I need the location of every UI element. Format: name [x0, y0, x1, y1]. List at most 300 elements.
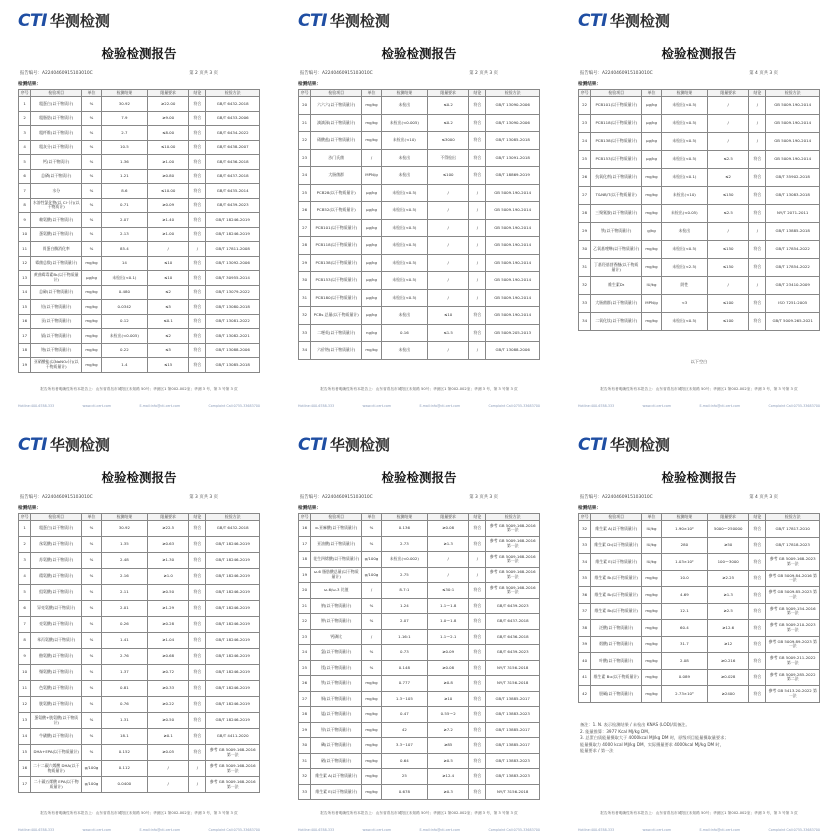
cell-item: 镉(以干物质量计) — [31, 329, 82, 344]
cell-item: 铜(以干物质量计) — [311, 691, 362, 707]
table-row — [19, 358, 260, 373]
cell-seq: 25 — [299, 660, 311, 676]
cell-method: GB 5009.190-2014 — [766, 97, 820, 115]
cell-conclusion: 符合 — [749, 603, 766, 620]
cell-result: 未检出(<0.05) — [661, 205, 707, 223]
column-header: 单位 — [642, 514, 661, 521]
cell-conclusion: 符合 — [469, 167, 486, 185]
cell-result: 未检出(<0.1) — [661, 169, 707, 187]
cell-unit: % — [362, 645, 381, 661]
table-row — [299, 738, 540, 754]
cell-result: 未检出(<0.005) — [101, 329, 147, 344]
cell-limit: ≤0.2 — [427, 97, 468, 115]
cell-result: 0.26 — [101, 617, 147, 633]
cell-method: 参考 GB 5009.285-2022 第二法 — [766, 669, 820, 686]
cell-item: T&NB/T(以干物质量计) — [591, 187, 642, 205]
page-footer: 报告所有者明确性所有本报告上：山东省青岛市城阳区未知路 50号；华测区1 第002-002室；华测 3 号，第 3 号第 3 页 — [600, 811, 798, 815]
cell-method: GB/T 5009.265-2021 — [766, 313, 820, 331]
cell-limit: ≤10 — [147, 256, 188, 271]
cell-unit: μg/kg — [82, 271, 101, 286]
cell-limit: ≥0.63 — [147, 537, 188, 553]
cell-limit: / — [707, 277, 748, 295]
cell-unit: mg/kg — [82, 300, 101, 315]
table-row — [579, 636, 820, 653]
cell-method: GB/T 18246-2019 — [206, 227, 260, 242]
cell-method: GB/T 18246-2019 — [206, 213, 260, 228]
cell-limit: ≤150 — [707, 241, 748, 259]
cell-result: 85.4 — [101, 242, 147, 257]
cell-method: GB/T 6432-2018 — [206, 521, 260, 537]
table-row — [299, 272, 540, 290]
cell-item: 泛酸(以干物质量计) — [591, 620, 642, 637]
report-title: 检验检测报告 — [661, 46, 737, 61]
cell-method: GB/T 6436-2018 — [486, 629, 540, 645]
column-header: 检测结果 — [661, 90, 707, 97]
cell-seq: 5 — [19, 585, 31, 601]
cell-result: 1.90×10⁴ — [661, 521, 707, 538]
cell-result: 0.71 — [101, 198, 147, 213]
cell-limit: 1.0～1.8 — [427, 614, 468, 630]
cell-seq: 16 — [19, 761, 31, 777]
cell-seq: 33 — [579, 537, 591, 554]
cell-limit: ≤2 — [147, 329, 188, 344]
cell-method: GB/T 17854-2022 — [766, 241, 820, 259]
cell-unit: mg/kg — [642, 587, 661, 604]
cell-result: 2.76 — [101, 649, 147, 665]
table-row — [299, 707, 540, 723]
cell-limit: ≥0.50 — [147, 713, 188, 729]
cell-unit: ng/kg — [362, 324, 381, 342]
cell-result: 1.41 — [101, 633, 147, 649]
cell-item: PCB118(以干物质量计) — [311, 237, 362, 255]
cell-conclusion: 符合 — [749, 636, 766, 653]
table-row — [19, 198, 260, 213]
cell-conclusion: 符合 — [469, 784, 486, 800]
cell-item: 苏氨酸(以干物质计) — [31, 553, 82, 569]
cell-method: GB 5009.190-2014 — [486, 272, 540, 290]
results-label: 检测结果： — [298, 506, 321, 511]
cell-result: 未检出 — [381, 307, 427, 325]
cell-seq: 29 — [299, 254, 311, 272]
cell-limit: ≤10 — [427, 307, 468, 325]
cell-limit: / — [427, 272, 468, 290]
cell-seq: 1 — [19, 521, 31, 537]
cell-limit: ≥0.28 — [147, 617, 188, 633]
cell-item: 氯(以干物质量计) — [311, 645, 362, 661]
cell-unit: μg/kg — [642, 115, 661, 133]
cell-seq: 21 — [299, 114, 311, 132]
cell-unit: μg/kg — [362, 272, 381, 290]
cell-method: GB/T 18869-2019 — [486, 167, 540, 185]
cell-method: GB/T 18246-2019 — [206, 649, 260, 665]
cell-seq: 30 — [579, 241, 591, 259]
cell-method: GB/T 13080-2018 — [206, 300, 260, 315]
cell-unit: % — [362, 536, 381, 552]
cell-conclusion: / — [469, 254, 486, 272]
cell-method: NY/T 3156-2018 — [486, 676, 540, 692]
table-row — [19, 242, 260, 257]
cell-unit: mg/kg — [362, 753, 381, 769]
cell-conclusion: 符合 — [189, 649, 206, 665]
cell-method: GB/T 6432-2018 — [206, 97, 260, 112]
cell-seq: 20 — [299, 583, 311, 599]
cell-conclusion: 符合 — [189, 729, 206, 745]
cell-limit: ≥1.0 — [147, 569, 188, 585]
cell-seq: 28 — [579, 205, 591, 223]
cell-result: 未检出 — [381, 97, 427, 115]
results-table — [578, 513, 820, 703]
cell-seq: 6 — [19, 169, 31, 184]
cell-seq: 17 — [19, 329, 31, 344]
cell-result: 2.73 — [381, 536, 427, 552]
cell-limit: / — [427, 254, 468, 272]
cell-unit: % — [82, 713, 101, 729]
cell-result: 未检出(<2.5) — [661, 259, 707, 277]
cell-seq: 26 — [579, 169, 591, 187]
column-header: 结论 — [469, 90, 486, 97]
cell-limit: ≥0.8 — [427, 676, 468, 692]
cell-unit: % — [362, 614, 381, 630]
cell-conclusion: 符合 — [749, 241, 766, 259]
page-number: 第 2 页共 3 页 — [189, 71, 218, 76]
contact-line: Hotline:400-6788-333 www.cti-cert.com E-mail:info@cti-cert.com Complaint Call:0755-33683700 — [298, 404, 540, 408]
cell-item: 胃蛋白酶消化率 — [31, 242, 82, 257]
cell-unit: mg/kg — [362, 132, 381, 150]
cell-conclusion: 符合 — [189, 111, 206, 126]
cell-seq: 13 — [19, 713, 31, 729]
cell-result: 2.08 — [661, 653, 707, 670]
cell-conclusion: 符合 — [469, 691, 486, 707]
cell-conclusion: / — [189, 777, 206, 793]
results-label: 检测结果： — [18, 82, 41, 87]
cell-result: 14 — [101, 256, 147, 271]
table-row — [299, 149, 540, 167]
cell-limit: 100～3000 — [707, 554, 748, 571]
column-header: 序号 — [19, 514, 31, 521]
cell-method: GB/T 13091-2018 — [486, 149, 540, 167]
cell-method: GB/T 23410-2009 — [766, 277, 820, 295]
report-meta — [20, 494, 258, 500]
table-row — [19, 111, 260, 126]
cell-item: 总磷(以干物质计) — [31, 169, 82, 184]
column-header: 限量要求 — [147, 514, 188, 521]
cell-conclusion: 符合 — [189, 314, 206, 329]
cell-result: 未检出(<0.5) — [381, 202, 427, 220]
cell-unit: MPN/g — [642, 295, 661, 313]
cell-method: GB/T 18246-2019 — [206, 617, 260, 633]
cell-item: α-亚麻酸(以干物质量计) — [311, 521, 362, 537]
cell-seq: 25 — [579, 151, 591, 169]
cell-unit: g/100g — [82, 761, 101, 777]
table-row — [579, 537, 820, 554]
page-footer: 报告所有者明确性所有本报告上：山东省青岛市城阳区未知路 50号；华测区1 第002-002室；华测 3 号，第 3 号第 3 页 — [600, 387, 798, 391]
cell-item: PCB101(以干物质量计) — [311, 219, 362, 237]
cell-seq: 8 — [19, 633, 31, 649]
results-table — [578, 89, 820, 331]
table-row — [19, 745, 260, 761]
cell-result: 0.777 — [381, 676, 427, 692]
table-row — [579, 295, 820, 313]
results-label: 检测结果： — [298, 82, 321, 87]
cell-method: GB/T 13082-2021 — [206, 329, 260, 344]
cell-seq: 27 — [299, 691, 311, 707]
cell-item: 维生素 B₂(以干物质量计) — [591, 587, 642, 604]
cell-result: 2.07 — [381, 614, 427, 630]
column-header: 检测结果 — [381, 514, 427, 521]
cell-limit: / — [707, 133, 748, 151]
contact-line: Hotline:400-6788-333 www.cti-cert.com E-mail:info@cti-cert.com Complaint Call:0755-33683700 — [578, 828, 820, 832]
cell-unit: mg/kg — [642, 636, 661, 653]
cell-conclusion: 符合 — [749, 570, 766, 587]
cell-result: 1.4 — [101, 358, 147, 373]
cell-conclusion: 符合 — [749, 205, 766, 223]
cell-limit: ≥1.40 — [147, 213, 188, 228]
column-header: 检验项目 — [591, 514, 642, 521]
table-row — [19, 617, 260, 633]
cell-method: NY/T 3156-2018 — [486, 784, 540, 800]
cell-item: 苯丙氨酸(以干物质计) — [31, 633, 82, 649]
cell-result: 未检出(<0.5) — [661, 151, 707, 169]
cell-seq: 40 — [579, 653, 591, 670]
table-row — [299, 691, 540, 707]
cell-method: GB/T 13088-2006 — [206, 343, 260, 358]
cell-result: 未检出(<0.5) — [381, 184, 427, 202]
cell-seq: 31 — [579, 259, 591, 277]
cell-unit: μg/kg — [362, 202, 381, 220]
cell-result: 0.12 — [101, 314, 147, 329]
cell-seq: 27 — [299, 219, 311, 237]
column-header: 检验项目 — [311, 514, 362, 521]
cell-unit: % — [82, 553, 101, 569]
cell-item: PCB153(以干物质量计) — [311, 272, 362, 290]
column-header: 结论 — [749, 90, 766, 97]
cell-unit: μg/kg — [362, 289, 381, 307]
cell-unit: μg/kg — [642, 133, 661, 151]
cell-item: 锰(以干物质量计) — [311, 707, 362, 723]
cell-conclusion: 符合 — [189, 681, 206, 697]
cell-unit: % — [82, 111, 101, 126]
cell-limit: ≤10.00 — [147, 184, 188, 199]
cell-limit: ≥1.30 — [147, 553, 188, 569]
cell-limit: ≤2 — [147, 285, 188, 300]
cell-conclusion: / — [189, 242, 206, 257]
cell-result: 18.1 — [101, 729, 147, 745]
cell-unit: IU/kg — [642, 554, 661, 571]
cell-result: 未检出(<0.5) — [381, 272, 427, 290]
cell-seq: 28 — [299, 237, 311, 255]
cell-method: GB/T 13885-2017 — [486, 722, 540, 738]
cell-conclusion: / — [469, 202, 486, 220]
table-row — [579, 653, 820, 670]
cell-method: GB/T 18246-2019 — [206, 681, 260, 697]
report-title: 检验检测报告 — [101, 46, 177, 61]
report-number: 报告编号：A2240460915103010C — [300, 495, 373, 500]
page-2 — [288, 6, 550, 411]
cell-conclusion: / — [469, 552, 486, 568]
cell-unit: μg/kg — [362, 307, 381, 325]
cell-result: 0.16 — [381, 324, 427, 342]
cell-result: 2.11 — [101, 585, 147, 601]
cell-item: 碘(以干物质量计) — [311, 738, 362, 754]
cell-conclusion: 符合 — [749, 521, 766, 538]
cell-method: NY/T 2071-2011 — [766, 205, 820, 223]
cell-conclusion: 符合 — [469, 97, 486, 115]
cell-limit: / — [427, 289, 468, 307]
cell-method: GB 5009.190-2014 — [486, 237, 540, 255]
column-header: 检验方法 — [766, 90, 820, 97]
cell-unit: % — [82, 745, 101, 761]
cell-seq: 15 — [19, 745, 31, 761]
cell-limit: ≤150 — [707, 259, 748, 277]
cell-seq: 30 — [299, 272, 311, 290]
cell-seq: 22 — [299, 614, 311, 630]
cell-item: 粗灰分(以干物质计) — [31, 140, 82, 155]
column-header: 限量要求 — [427, 514, 468, 521]
cell-item: 亚油酸(以干物质量计) — [311, 536, 362, 552]
cell-limit: ≥10 — [427, 691, 468, 707]
cell-result: 2.48 — [101, 553, 147, 569]
cell-limit: ≥1.00 — [147, 155, 188, 170]
table-row — [19, 271, 260, 286]
column-header: 检验方法 — [486, 514, 540, 521]
table-row — [299, 521, 540, 537]
table-row — [299, 184, 540, 202]
cell-seq: 19 — [299, 567, 311, 583]
cell-seq: 35 — [579, 570, 591, 587]
cell-method: GB/T 18246-2019 — [206, 585, 260, 601]
table-row — [19, 777, 260, 793]
cell-conclusion: 符合 — [189, 140, 206, 155]
cell-conclusion: 符合 — [189, 256, 206, 271]
report-title: 检验检测报告 — [381, 470, 457, 485]
cell-limit: 1.1～1.8 — [427, 598, 468, 614]
table-row — [19, 126, 260, 141]
cell-unit: % — [82, 617, 101, 633]
cell-item: ω-6 脂肪酸总量(以干物质量计) — [311, 567, 362, 583]
cell-conclusion: 符合 — [749, 554, 766, 571]
cell-item: 镁(以干物质量计) — [311, 660, 362, 676]
cell-method: GB/T 6436-2018 — [206, 155, 260, 170]
column-header: 单位 — [82, 514, 101, 521]
cell-item: 维生素 D₃(以干物质量计) — [591, 537, 642, 554]
column-header: 结论 — [189, 90, 206, 97]
cell-result: 0.73 — [381, 645, 427, 661]
cell-result: 3.3~107 — [381, 738, 427, 754]
cell-limit: ≥0.5 — [427, 753, 468, 769]
cell-method: 参考 GB 5009.168-2016 第一法 — [486, 552, 540, 568]
cell-item: 蛋氨酸+胱氨酸(以干物质计) — [31, 713, 82, 729]
cell-unit: % — [82, 633, 101, 649]
cell-unit: μg/kg — [362, 184, 381, 202]
cell-limit: ≤100 — [427, 167, 468, 185]
page-number: 第 4 页共 3 页 — [749, 495, 778, 500]
table-row — [579, 169, 820, 187]
cell-limit: ≥22.00 — [147, 97, 188, 112]
cell-unit: % — [82, 665, 101, 681]
report-title: 检验检测报告 — [381, 46, 457, 61]
cell-limit: ≥2400 — [707, 686, 748, 703]
cell-limit: / — [707, 223, 748, 241]
cell-conclusion: 符合 — [749, 620, 766, 637]
cell-method: 参考 GB 5009.84-2016 第一法 — [766, 570, 820, 587]
cell-result: 未检出(<0.5) — [661, 313, 707, 331]
cell-result: 未检出(<0.5) — [381, 237, 427, 255]
cell-result: 30.92 — [101, 521, 147, 537]
table-row — [19, 729, 260, 745]
cell-method: GB/T 6434-2022 — [206, 126, 260, 141]
cell-result: 0.136 — [381, 521, 427, 537]
cell-item: 酪氨酸(以干物质计) — [31, 649, 82, 665]
column-header: 检验项目 — [591, 90, 642, 97]
cell-result: 1.31 — [101, 713, 147, 729]
table-row — [299, 614, 540, 630]
table-row — [299, 219, 540, 237]
cell-conclusion: 符合 — [189, 126, 206, 141]
cell-seq: 2 — [19, 111, 31, 126]
cell-seq: 14 — [19, 285, 31, 300]
cell-method: GB/T 18246-2019 — [206, 665, 260, 681]
cell-limit: / — [147, 242, 188, 257]
cell-result: 未检出(<10) — [381, 132, 427, 150]
cell-seq: 25 — [299, 184, 311, 202]
column-header: 检验项目 — [31, 90, 82, 97]
table-row — [579, 97, 820, 115]
cell-conclusion: 符合 — [469, 629, 486, 645]
cell-limit: 不得检出 — [427, 149, 468, 167]
table-header-row — [19, 90, 260, 97]
column-header: 单位 — [82, 90, 101, 97]
cell-item: 钙(以干物质计) — [31, 155, 82, 170]
table-row — [19, 633, 260, 649]
table-row — [579, 603, 820, 620]
cell-limit: ≥0.08 — [427, 521, 468, 537]
cell-method: GB/T 17818-2023 — [766, 537, 820, 554]
cell-seq: 36 — [579, 587, 591, 604]
cell-result: 未检出(<0.5) — [661, 133, 707, 151]
cell-conclusion: / — [469, 289, 486, 307]
table-row — [579, 277, 820, 295]
cell-limit: ≥0.09 — [427, 645, 468, 661]
cell-result: 30.92 — [101, 97, 147, 112]
table-row — [299, 254, 540, 272]
cell-conclusion: 符合 — [189, 358, 206, 373]
report-meta — [580, 494, 818, 500]
cell-unit: μg/kg — [362, 219, 381, 237]
cell-method: 参考 GB 5009.154-2016 第一法 — [766, 603, 820, 620]
cell-unit: mg/kg — [82, 285, 101, 300]
cell-result: 1.35 — [101, 537, 147, 553]
cell-result: 2.7 — [101, 126, 147, 141]
cell-conclusion: 符合 — [189, 553, 206, 569]
table-row — [579, 313, 820, 331]
table-row — [579, 554, 820, 571]
cell-item: 色氨酸(以干物质计) — [31, 681, 82, 697]
cell-seq: 12 — [19, 697, 31, 713]
page-5 — [288, 430, 550, 835]
cell-seq: 33 — [299, 784, 311, 800]
cell-result: 1.24 — [381, 598, 427, 614]
table-row — [19, 256, 260, 271]
cell-unit: % — [362, 660, 381, 676]
cell-item: 维生素 E(以干物质量计) — [311, 784, 362, 800]
cell-seq: 15 — [19, 300, 31, 315]
cell-conclusion: 符合 — [189, 537, 206, 553]
cell-item: 铁(以干物质量计) — [591, 223, 642, 241]
cell-conclusion: 符合 — [469, 753, 486, 769]
cell-item: 钾(以干物质量计) — [311, 614, 362, 630]
cell-limit: / — [427, 219, 468, 237]
cell-result: 42 — [381, 722, 427, 738]
